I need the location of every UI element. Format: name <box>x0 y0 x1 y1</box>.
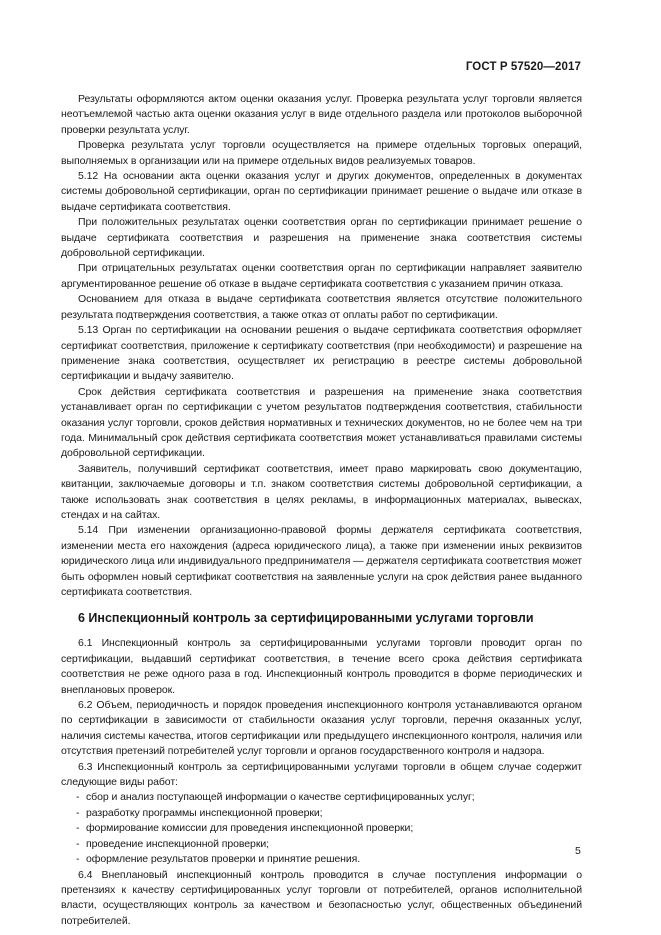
list-item-text: оформление результатов проверки и принятие решения. <box>86 853 361 866</box>
paragraph: Заявитель, получивший сертификат соответствия, имеет право маркировать свою документацию, квитанции, заключаемые договоры и т.п. знаком соответствия системы добровольной сертификации, а также использовать знак соответствия в целях рекламы, в информационных материалах, вывесках, стендах и на сайтах. <box>61 462 582 521</box>
list-dash: - <box>76 806 80 819</box>
list-dash: - <box>76 791 80 804</box>
page-number: 5 <box>575 845 581 857</box>
list-item <box>61 790 582 805</box>
paragraph: Основанием для отказа в выдаче сертификата соответствия является отсутствие положительного результата подтверждения соответствия, а также отказ от оплаты работ по сертификации. <box>61 293 582 321</box>
paragraph: 6.1 Инспекционный контроль за сертифицированными услугами торговли проводит орган по сертификации, выдавший сертификат соответствия, в течение всего срока действия сертификата соответствия не реже одного раза в год. Инспекционный контроль проводится в форме периодических и внеплановых проверок. <box>61 637 582 696</box>
list-item <box>61 821 582 836</box>
paragraph: 5.13 Орган по сертификации на основании решения о выдаче сертификата соответствия оформляет сертификат соответствия, приложение к сертификату соответствия (при необходимости) и разрешение на применение знака соответствия, осуществляет их регистрацию в реестре системы добровольной сертификации и выдачу заявителю. <box>61 324 582 383</box>
paragraph: 5.14 При изменении организационно-правовой формы держателя сертификата соответствия, изменении места его нахождения (адреса юридического лица), а также при изменении иных реквизитов юридического лица или индивидуального предпринимателя — держателя сертификата соответствия может быть оформлен новый сертификат соответствия на заявленные услуги на срок действия ранее выданного сертификата соответствия. <box>61 524 582 598</box>
list-item <box>61 806 582 821</box>
list-dash: - <box>76 853 80 866</box>
paragraph: 6.3 Инспекционный контроль за сертифицированными услугами торговли в общем случае содержит следующие виды работ: <box>61 760 582 789</box>
work-types-list <box>61 790 582 867</box>
paragraph: При положительных результатах оценки соответствия орган по сертификации принимает решение о выдаче сертификата соответствия и разрешения на применение знака соответствия системы добровольной сертификации. <box>61 216 582 260</box>
paragraph: 6.4 Внеплановый инспекционный контроль проводится в случае поступления информации о претензиях к качеству сертифицированных услуг торговли от потребителей, органов исполнительной власти, осуществляющих контроль за качеством и безопасностью услуг, общественных объединений потребителей. <box>61 868 582 927</box>
paragraph: 5.12 На основании акта оценки оказания услуг и других документов, определенных в документах системы добровольной сертификации, орган по сертификации принимает решение о выдаче или отказе в выдаче сертификата соответствия. <box>61 170 582 213</box>
list-item-text: формирование комиссии для проведения инспекционной проверки; <box>86 822 414 835</box>
standard-id: ГОСТ Р 57520—2017 <box>465 61 581 73</box>
paragraph: Результаты оформляются актом оценки оказания услуг. Проверка результата услуг торговли является неотъемлемой частью акта оценки оказания услуг в виде отдельного раздела или протоколов выборочной проверки результата услуг. <box>61 93 582 136</box>
list-dash: - <box>76 837 80 850</box>
list-item-text: проведение инспекционной проверки; <box>86 837 269 850</box>
paragraph: При отрицательных результатах оценки соответствия орган по сертификации направляет заявителю аргументированное решение об отказе в выдаче сертификата соответствия с указанием причин отказа. <box>61 262 582 290</box>
paragraph: Срок действия сертификата соответствия и разрешения на применение знака соответствия устанавливает орган по сертификации с учетом результатов подтверждения соответствия, стабильности оказания услуг торговли, сроков действия нормативных и технических документов, но не более чем на три года. Минимальный срок действия сертификата соответствия может устанавливаться правилами системы добровольной сертификации. <box>61 385 582 460</box>
paragraph: Проверка результата услуг торговли осуществляется на примере отдельных торговых операций, выполняемых в организации или на примере отдельных видов реализуемых товаров. <box>61 139 582 167</box>
paragraph: 6.2 Объем, периодичность и порядок проведения инспекционного контроля устанавливаются органом по сертификации в зависимости от стабильности оказания услуг торговли, перечня оказанных услуг, наличия системы качества, итогов сертификации или предыдущего инспекционного контроля, наличия или отсутствия претензий потребителей услуг торговли и органов государственного контроля и надзора. <box>61 699 582 758</box>
list-item-text: сбор и анализ поступающей информации о качестве сертифицированных услуг; <box>86 791 475 804</box>
section-heading: 6 Инспекционный контроль за сертифицированными услугами торговли <box>78 611 534 626</box>
list-item <box>61 852 582 867</box>
list-dash: - <box>76 822 80 835</box>
body-text <box>61 92 582 929</box>
list-item <box>61 837 582 852</box>
list-item-text: разработку программы инспекционной проверки; <box>86 806 323 819</box>
